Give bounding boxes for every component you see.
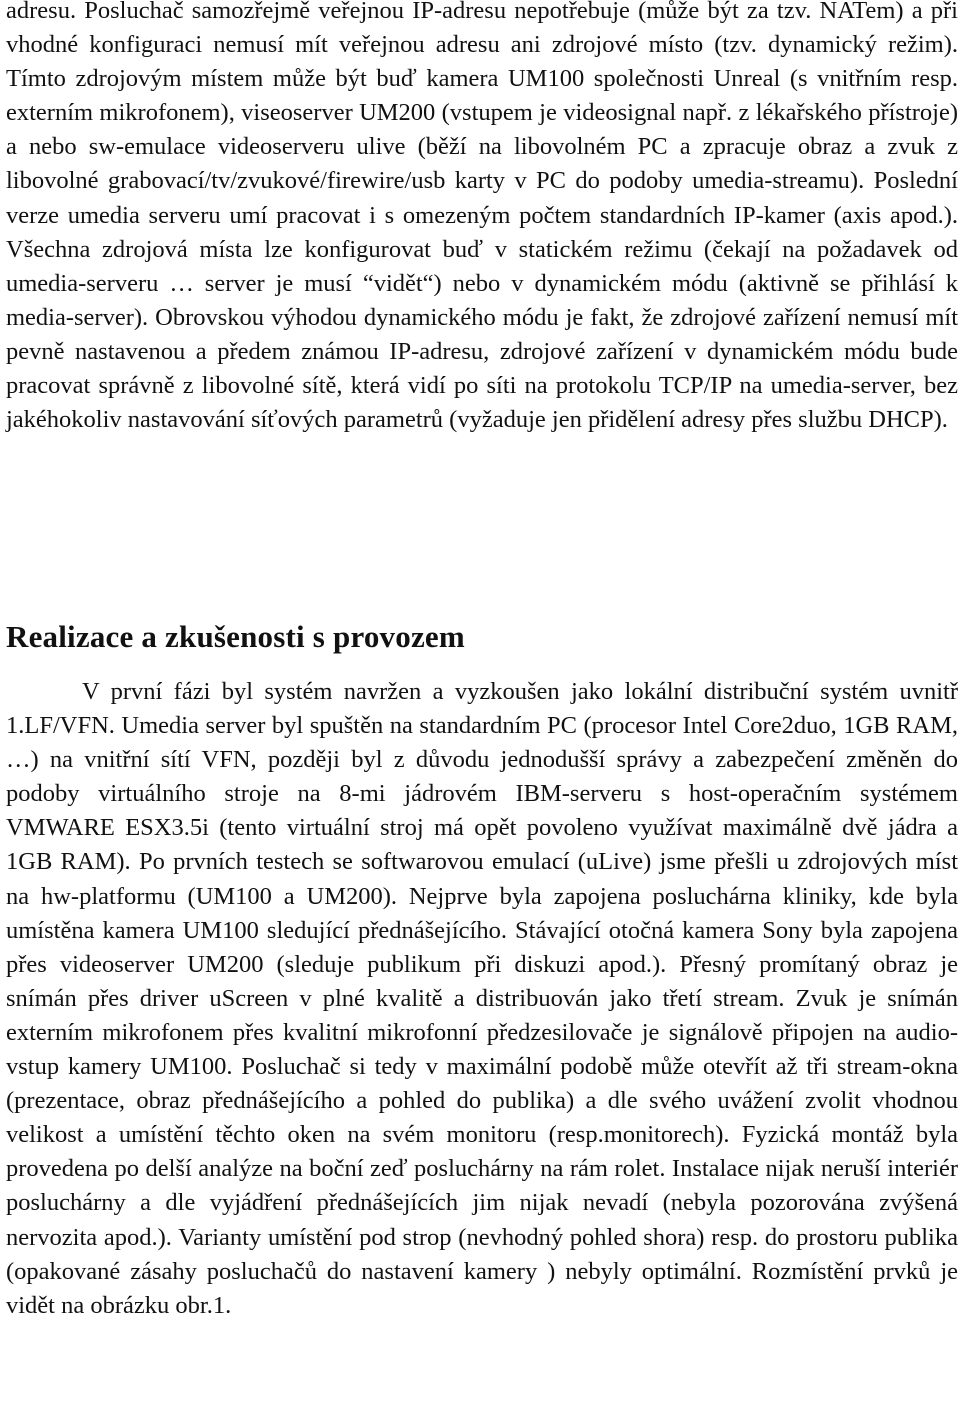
body-paragraph-2: V první fázi byl systém navržen a vyzkoušen jako lokální distribuční systém uvnitř 1.LF/VFN. Umedia server byl spuštěn na standardním PC (procesor Intel Core2duo, 1GB RAM, …) na vnitřní sítí VFN, později byl z důvodu jednodušší správy a zabezpečení změněn do podoby virtuálního stroje na 8-mi jádrovém IBM-serveru s host-operačním systémem VMWARE ESX3.5i (tento virtuální stroj má opět povoleno využívat maximálně dvě jádra a 1GB RAM). Po prvních testech se softwarovou emulací (uLive) jsme přešli u zdrojových míst na hw-platformu (UM100 a UM200). Nejprve byla zapojena posluchárna kliniky, kde byla umístěna kamera UM100 sledující přednášejícího. Stávající otočná kamera Sony byla zapojena přes videoserver UM200 (sleduje publikum při diskuzi apod.). Přesný promítaný obraz je snímán přes driver uScreen v plné kvalitě a distribuován jako třetí stream. Zvuk je snímán externím mikrofonem přes kvalitní mikrofonní předzesilovače je signálově připojen na audio-vstup kamery UM100. Posluchač si tedy v maximální podobě může otevřít až tři stream-okna (prezentace, obraz přednášejícího a pohled do publika) a dle svého uvážení zvolit vhodnou velikost a umístění těchto oken na svém monitoru (resp.monitorech). Fyzická montáž byla provedena po delší analýze na boční zeď posluchárny na rám rolet. Instalace nijak neruší interiér posluchárny a dle vyjádření přednášejících jim nijak nevadí (nebyla pozorována zvýšená nervozita apod.). Varianty umístění pod strop (nevhodný pohled shora) resp. do prostoru publika (opakované zásahy posluchačů do nastavení kamery ) nebyly optimální. Rozmístění prvků je vidět na obrázku obr.1. — [6, 678, 958, 1319]
section-heading: Realizace a zkušenosti s provozem — [6, 619, 465, 654]
body-paragraph-1: adresu. Posluchač samozřejmě veřejnou IP-adresu nepotřebuje (může být za tzv. NATem) a při vhodné konfiguraci nemusí mít veřejnou adresu ani zdrojové místo (tzv. dynamický režim). Tímto zdrojovým místem může být buď kamera UM100 společnosti Unreal (s vnitřním resp. externím mikrofonem), viseoserver UM200 (vstupem je videosignal např. z lékařského přístroje) a nebo sw-emulace videoserveru ulive (běží na libovolném PC a zpracuje obraz a zvuk z libovolné grabovací/tv/zvukové/firewire/usb karty v PC do podoby umedia-streamu). Poslední verze umedia serveru umí pracovat i s omezeným počtem standardních IP-kamer (axis apod.). Všechna zdrojová místa lze konfigurovat buď v statickém režimu (čekají na požadavek od umedia-serveru … server je musí “vidět“) nebo v dynamickém módu (aktivně se přihlásí k media-server). Obrovskou výhodou dynamického módu je fakt, že zdrojové zařízení nemusí mít pevně nastavenou a předem známou IP-adresu, zdrojové zařízení v dynamickém módu bude pracovat správně z libovolné sítě, která vidí po síti na protokolu TCP/IP na umedia-server, bez jakéhokoliv nastavování síťových parametrů (vyžaduje jen přidělení adresy přes službu DHCP). — [6, 0, 958, 434]
